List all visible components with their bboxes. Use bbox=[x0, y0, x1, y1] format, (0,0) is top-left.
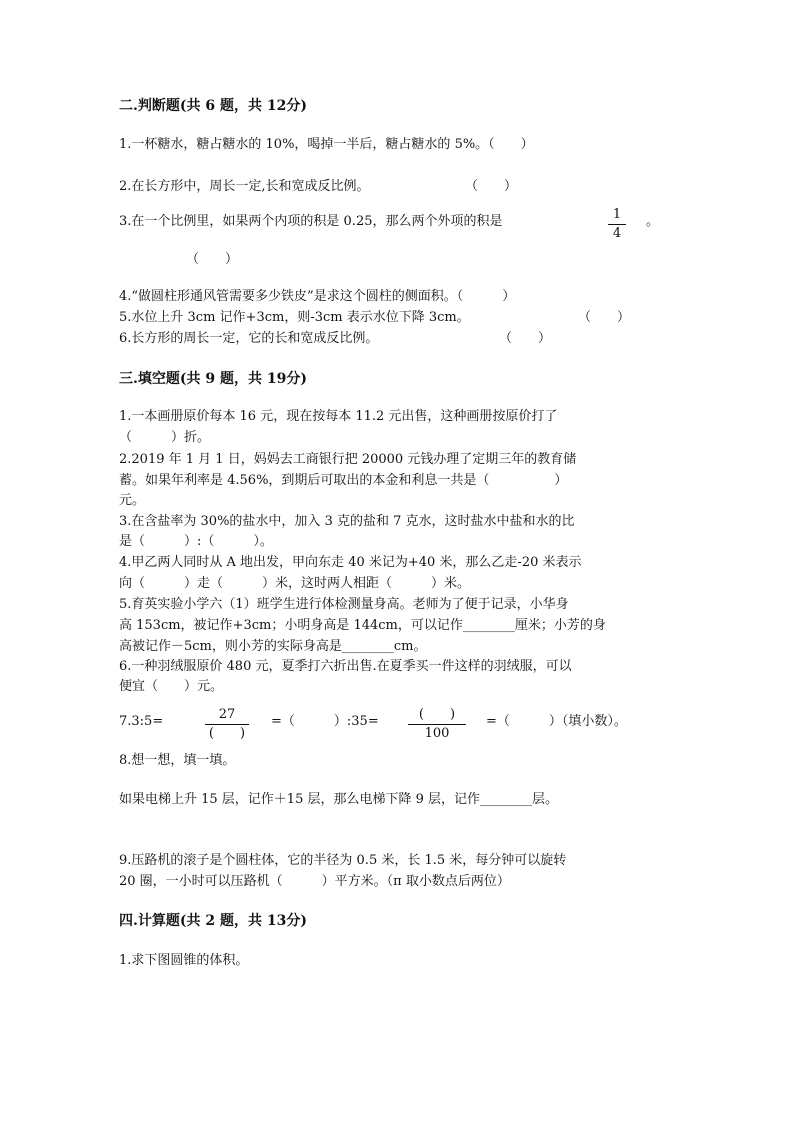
fill-q9-line2: 20 圈，一小时可以压路机（ ）平方米。（π 取小数点后两位） bbox=[119, 874, 510, 889]
fill-q2-line2: 蓄。如果年利率是 4.56%，到期后可取出的本金和利息一共是（ ） bbox=[119, 473, 568, 488]
fill-q2-line3: 元。 bbox=[119, 493, 146, 508]
judge-q1: 1.一杯糖水，糖占糖水的 10%，喝掉一半后，糖占糖水的 5%。（ ） bbox=[119, 137, 534, 152]
fraction-denominator: 4 bbox=[612, 226, 622, 241]
fraction-bar bbox=[608, 224, 626, 225]
fill-q5-line1: 5.育英实验小学六（1）班学生进行体检测量身高。老师为了便于记录，小华身 bbox=[119, 597, 569, 612]
fill-q1-line2: （ ）折。 bbox=[119, 430, 211, 445]
fill-q7-suffix: =（ ）（填小数）。 bbox=[486, 714, 627, 729]
fill-q6-line1: 6.一种羽绒服原价 480 元，夏季打六折出售.在夏季买一件这样的羽绒服，可以 bbox=[119, 659, 572, 674]
judge-q2-answer-paren: （ ） bbox=[465, 179, 518, 194]
fill-q7-middle: =（ ）:35= bbox=[271, 714, 379, 729]
fraction-bar bbox=[205, 724, 249, 725]
fill-q8-line2: 如果电梯上升 15 层，记作＋15 层，那么电梯下降 9 层，记作________层。 bbox=[119, 792, 559, 807]
fill-q1-line1: 1.一本画册原价每本 16 元，现在按每本 11.2 元出售，这种画册按原价打了 bbox=[119, 409, 558, 424]
judge-q3-answer-paren: （ ） bbox=[186, 252, 239, 267]
fill-q3-line1: 3.在含盐率为 30%的盐水中，加入 3 克的盐和 7 克水，这时盐水中盐和水的比 bbox=[119, 514, 575, 529]
fill-q9-line1: 9.压路机的滚子是个圆柱体，它的半径为 0.5 米，长 1.5 米，每分钟可以旋转 bbox=[119, 853, 567, 868]
fraction-denominator: 100 bbox=[424, 726, 450, 741]
fill-q7-fraction-1 bbox=[205, 707, 249, 742]
fraction-denominator: ( ) bbox=[208, 726, 246, 741]
section-title-calc: 四.计算题(共 2 题，共 13分) bbox=[119, 913, 307, 929]
fill-q5-line3: 高被记作－5cm，则小芳的实际身高是________cm。 bbox=[119, 639, 427, 654]
judge-q2: 2.在长方形中，周长一定,长和宽成反比例。 bbox=[119, 179, 370, 194]
fill-q3-line2: 是（ ）:（ ）。 bbox=[119, 534, 273, 549]
fraction-numerator: ( ) bbox=[418, 707, 456, 722]
fill-q7-fraction-2 bbox=[408, 707, 466, 742]
fraction-bar bbox=[408, 724, 466, 725]
judge-q5-answer-paren: （ ） bbox=[578, 310, 631, 325]
judge-q6-answer-paren: （ ） bbox=[499, 331, 552, 346]
fraction-numerator: 1 bbox=[612, 207, 622, 222]
judge-q4: 4.“做圆柱形通风管需要多少铁皮”是求这个圆柱的侧面积。（ ） bbox=[119, 289, 516, 304]
judge-q5: 5.水位上升 3cm 记作+3cm，则-3cm 表示水位下降 3cm。 bbox=[119, 310, 470, 325]
fill-q8-line1: 8.想一想，填一填。 bbox=[119, 753, 236, 768]
fill-q6-line2: 便宜（ ）元。 bbox=[119, 679, 224, 694]
section-title-fill: 三.填空题(共 9 题，共 19分) bbox=[119, 371, 307, 387]
fill-q4-line1: 4.甲乙两人同时从 A 地出发，甲向东走 40 米记为+40 米，那么乙走-20 米表示 bbox=[119, 555, 582, 570]
fill-q7-prefix: 7.3:5= bbox=[119, 714, 164, 729]
fraction-numerator: 27 bbox=[218, 707, 236, 722]
judge-q3: 3.在一个比例里，如果两个内项的积是 0.25，那么两个外项的积是 bbox=[119, 214, 503, 229]
fill-q2-line1: 2.2019 年 1 月 1 日，妈妈去工商银行把 20000 元钱办理了定期三年的教育储 bbox=[119, 452, 577, 467]
calc-q1: 1.求下图圆锥的体积。 bbox=[119, 953, 249, 968]
judge-q6: 6.长方形的周长一定，它的长和宽成反比例。 bbox=[119, 331, 379, 346]
fill-q5-line2: 高 153cm，被记作+3cm；小明身高是 144cm，可以记作________厘米；小芳的身 bbox=[119, 618, 606, 633]
judge-q3-period: 。 bbox=[646, 214, 660, 229]
judge-q3-fraction bbox=[608, 207, 626, 242]
section-title-judge: 二.判断题(共 6 题，共 12分) bbox=[119, 98, 307, 114]
fill-q4-line2: 向（ ）走（ ）米，这时两人相距（ ）米。 bbox=[119, 576, 471, 591]
